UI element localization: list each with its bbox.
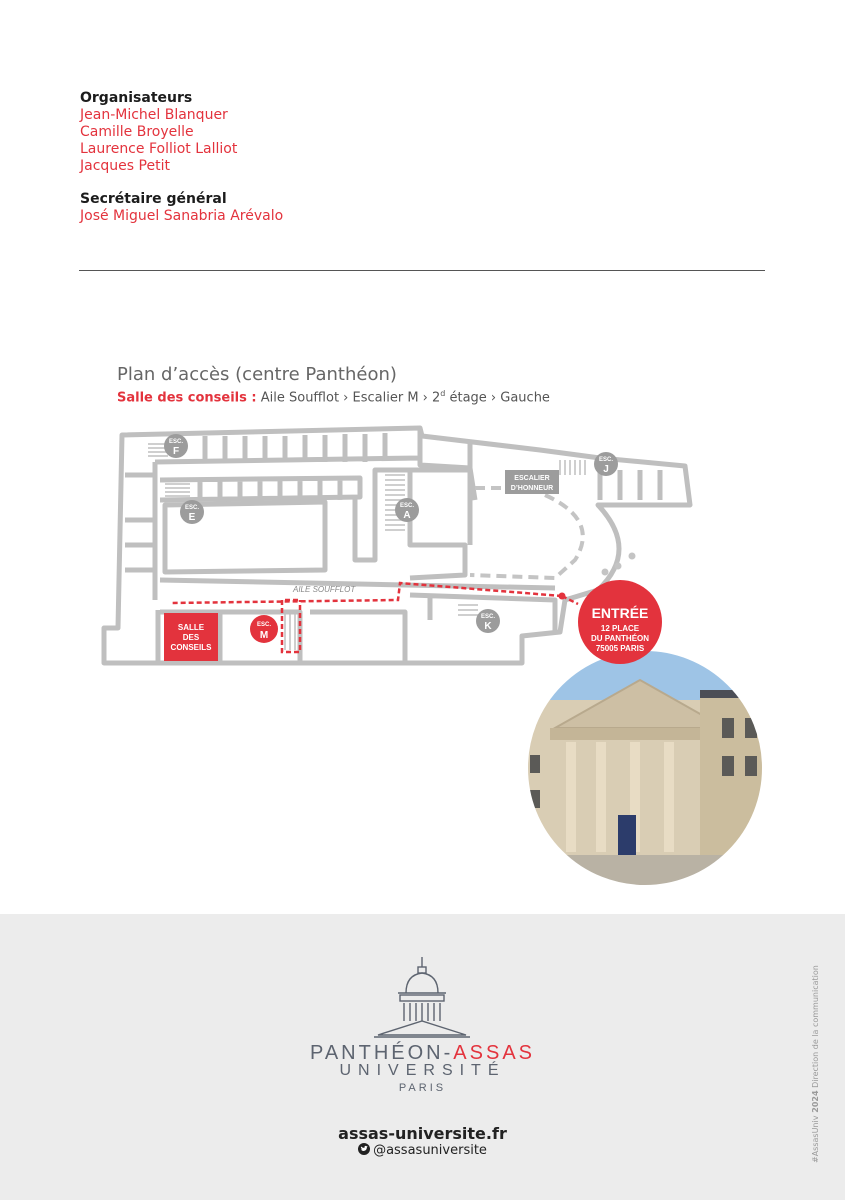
plan-title: Plan d’accès (centre Panthéon): [117, 364, 397, 385]
red-route: [170, 583, 578, 652]
address-line: DU PANTHÉON: [590, 634, 650, 643]
plan-route-sup: d: [440, 389, 446, 398]
svg-text:ESC.: ESC.: [598, 457, 614, 463]
svg-text:D’HONNEUR: D’HONNEUR: [510, 485, 554, 492]
svg-text:E: E: [188, 512, 196, 523]
logo-line-1: PANTHÉON-ASSAS: [309, 1042, 535, 1064]
logo-line-2: UNIVERSITÉ: [339, 1062, 506, 1079]
esc-j-marker: [594, 452, 618, 476]
plan-room-label: Salle des conseils :: [117, 390, 257, 406]
svg-text:K: K: [484, 621, 492, 632]
esc-k-marker: [476, 609, 500, 633]
organizers-heading: Organisateurs: [80, 90, 193, 106]
salle-label: CONSEILS: [170, 643, 212, 652]
svg-text:ESCALIER: ESCALIER: [514, 475, 550, 482]
svg-text:F: F: [172, 446, 180, 457]
plan-route-end: étage › Gauche: [445, 390, 550, 406]
salle-label: SALLE: [177, 623, 205, 632]
pantheon-dome-logo-icon: [370, 955, 475, 1040]
side-credit: #AssasUniv 2024 Direction de la communication: [811, 965, 820, 1163]
twitter-bird-icon: [358, 1143, 370, 1155]
social-handle-text: @assasuniversite: [373, 1143, 487, 1158]
plan-route-text: Aile Soufflot › Escalier M › 2: [256, 390, 441, 406]
esc-e-marker: [180, 500, 204, 524]
svg-text:M: M: [259, 630, 269, 641]
esc-a-marker: [395, 498, 419, 522]
organizer-name: Jacques Petit: [80, 158, 170, 174]
esc-f-marker: [164, 434, 188, 458]
organizer-name: Laurence Folliot Lalliot: [80, 141, 238, 157]
logo-line-3: PARIS: [398, 1082, 447, 1094]
svg-text:ESC.: ESC.: [184, 505, 200, 511]
svg-text:A: A: [403, 510, 411, 521]
entree-label: ENTRÉE: [591, 605, 649, 621]
organizer-name: Jean-Michel Blanquer: [80, 107, 228, 123]
pantheon-building-photo: [520, 645, 770, 900]
wing-label: AILE SOUFFLOT: [293, 585, 356, 594]
social-handle[interactable]: [0, 1143, 845, 1158]
address-line: 12 PLACE: [600, 624, 640, 633]
esc-m-marker: [250, 615, 278, 643]
grey-route: [470, 488, 583, 578]
svg-text:J: J: [603, 464, 609, 475]
svg-text:ESC.: ESC.: [480, 614, 496, 620]
secretary-heading: Secrétaire général: [80, 191, 227, 207]
organizer-name: Camille Broyelle: [80, 124, 194, 140]
website-link[interactable]: assas-universite.fr: [338, 1124, 507, 1143]
escalier-honneur-label: [505, 470, 559, 494]
svg-text:ESC.: ESC.: [256, 622, 272, 628]
entree-badge: [578, 580, 662, 664]
address-line: 75005 PARIS: [595, 644, 645, 653]
secretary-name: José Miguel Sanabria Arévalo: [80, 208, 284, 224]
svg-text:ESC.: ESC.: [399, 503, 415, 509]
svg-text:ESC.: ESC.: [168, 439, 184, 445]
salle-label: DES: [182, 633, 200, 642]
